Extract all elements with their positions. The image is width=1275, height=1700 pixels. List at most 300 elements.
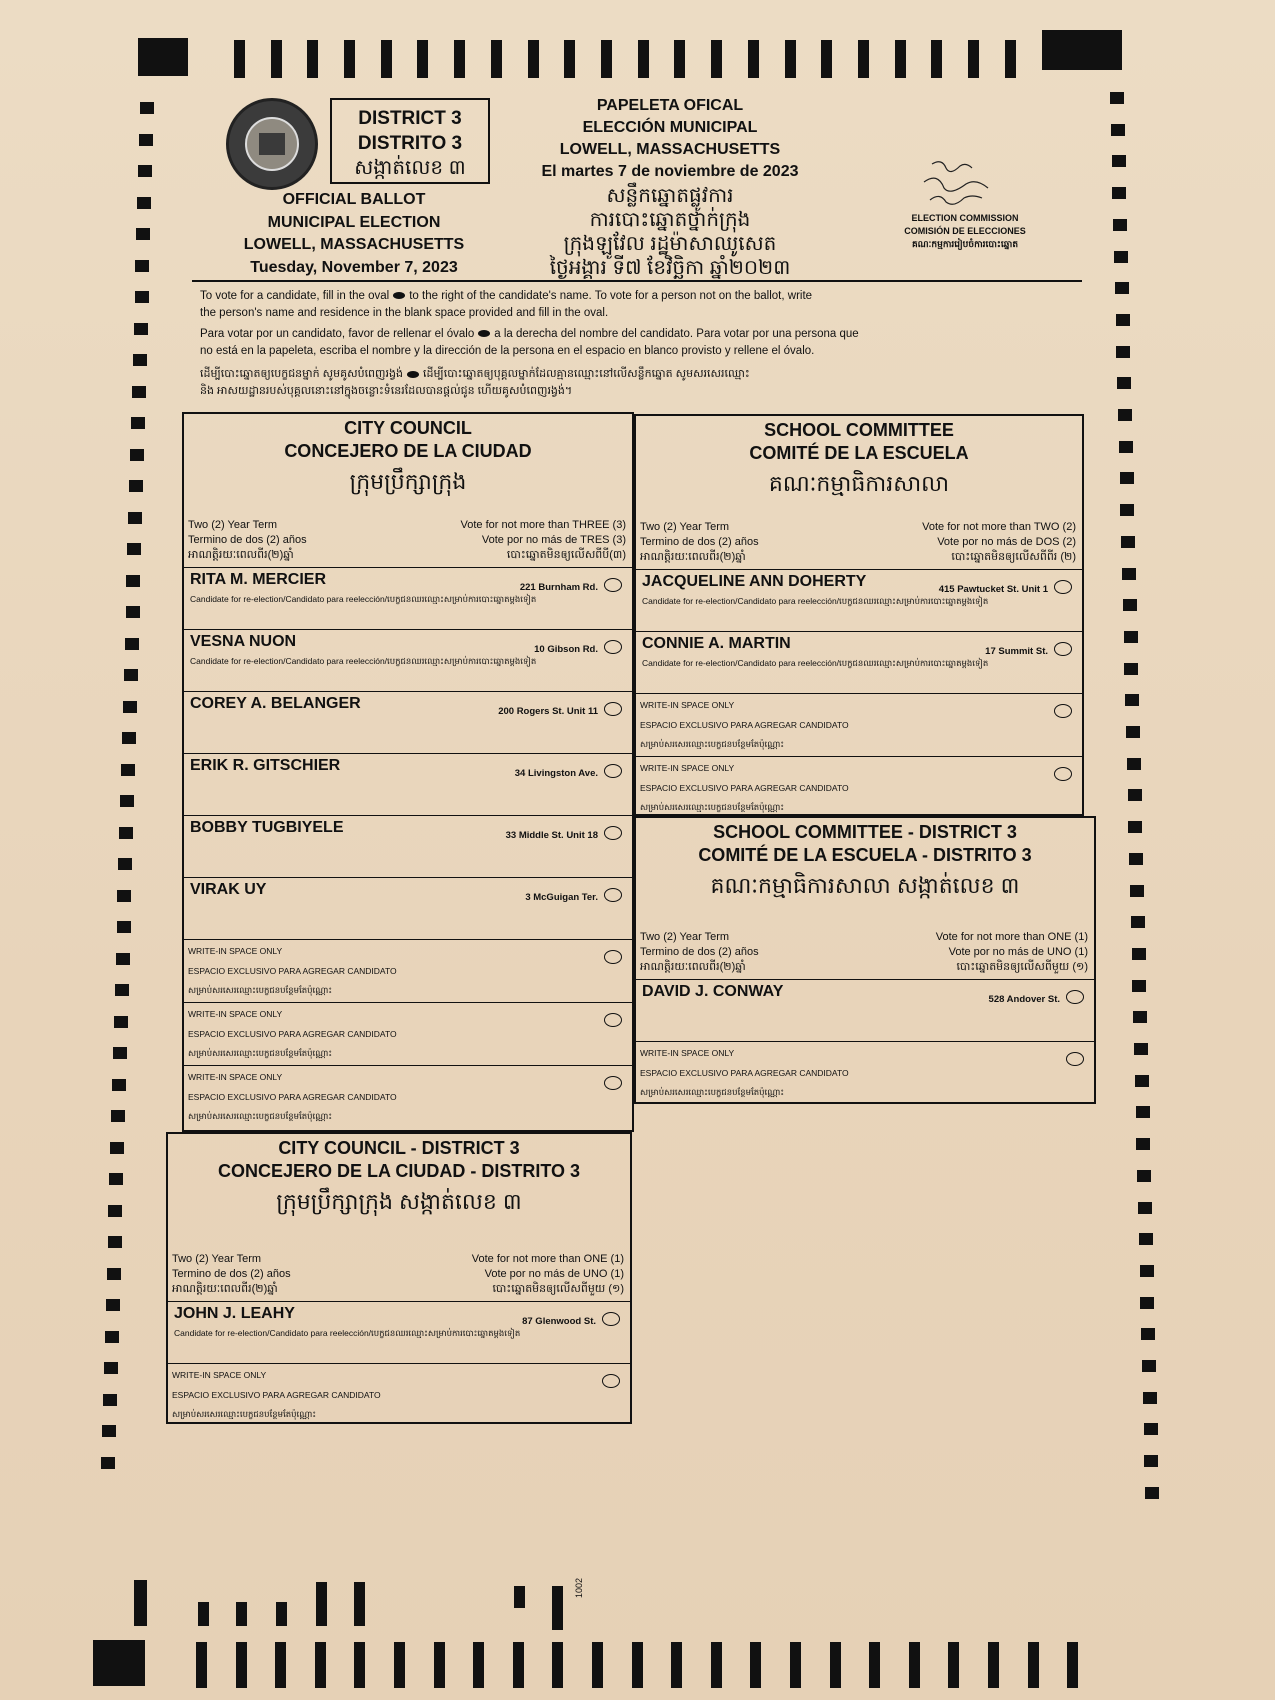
ballot-title-es: PAPELETA OFICAL <box>596 97 744 114</box>
timing-mark <box>514 1586 525 1608</box>
candidate-name: DAVID J. CONWAY <box>642 983 784 1000</box>
write-in-label-en: WRITE-IN SPACE ONLY <box>640 700 735 710</box>
school-committee-d3-section <box>634 816 1096 1104</box>
timing-mark <box>130 449 144 461</box>
timing-mark <box>1130 885 1144 897</box>
timing-mark <box>131 417 145 429</box>
term-es: Termino de dos (2) años <box>640 946 759 958</box>
term-info <box>640 930 1088 975</box>
timing-mark <box>931 40 942 78</box>
timing-mark <box>1142 1360 1156 1372</box>
timing-mark <box>1131 916 1145 928</box>
election-name-es: ELECCIÓN MUNICIPAL <box>582 119 758 136</box>
timing-mark <box>119 827 133 839</box>
instr-es-2: a la derecha del nombre del candidato. Para votar por una persona que <box>494 328 859 340</box>
candidate-row <box>184 630 632 692</box>
write-in-row[interactable] <box>636 694 1082 757</box>
write-in-label-km: សម្រាប់សរសេរឈ្មោះបេក្ខជនបន្ថែមតែប៉ុណ្ណោះ <box>640 802 785 812</box>
timing-mark <box>601 40 612 78</box>
term-es: Termino de dos (2) años <box>172 1268 291 1280</box>
timing-mark <box>1112 155 1126 167</box>
election-name-en: MUNICIPAL ELECTION <box>267 213 441 231</box>
timing-mark <box>1134 1043 1148 1055</box>
vote-limit-es: Vote por no más de UNO (1) <box>484 1268 624 1280</box>
timing-mark <box>830 1642 841 1688</box>
timing-mark <box>93 1640 145 1686</box>
vote-oval[interactable] <box>1054 704 1072 718</box>
city-council-d3-section <box>166 1132 632 1424</box>
commission-signatures <box>920 156 1010 212</box>
timing-mark <box>1132 948 1146 960</box>
election-commission <box>890 212 1040 251</box>
timing-mark <box>1133 1011 1147 1023</box>
write-in-label-en: WRITE-IN SPACE ONLY <box>188 946 283 956</box>
timing-mark <box>316 1582 327 1626</box>
section-title-es: CONCEJERO DE LA CIUDAD - DISTRITO 3 <box>217 1161 581 1181</box>
school-committee-section <box>634 414 1084 816</box>
timing-mark <box>381 40 392 78</box>
vote-oval[interactable] <box>604 950 622 964</box>
write-in-row[interactable] <box>184 1066 632 1129</box>
timing-mark <box>513 1642 524 1688</box>
timing-mark <box>750 1642 761 1688</box>
timing-mark <box>121 764 135 776</box>
vote-oval[interactable] <box>604 578 622 592</box>
candidate-name: ERIK R. GITSCHIER <box>190 757 341 774</box>
vote-oval[interactable] <box>604 1076 622 1090</box>
write-in-label-en: WRITE-IN SPACE ONLY <box>172 1370 267 1380</box>
timing-mark <box>434 1642 445 1688</box>
location-es: LOWELL, MASSACHUSETTS <box>559 141 781 158</box>
header-divider <box>192 280 1082 282</box>
vote-limit-en: Vote for not more than ONE (1) <box>471 1253 624 1265</box>
timing-mark <box>1110 92 1124 104</box>
date-km: ថ្ងៃអង្គារ ទី៧ ខែវិច្ឆិកា ឆ្នាំ២០២៣ <box>549 257 791 279</box>
vote-oval[interactable] <box>602 1374 620 1388</box>
commission-es: COMISIÓN DE ELECCIONES <box>904 226 1026 236</box>
section-title-es: CONCEJERO DE LA CIUDAD <box>284 441 532 461</box>
timing-mark <box>140 102 154 114</box>
vote-oval[interactable] <box>1054 767 1072 781</box>
section-title-km: ក្រុមប្រឹក្សាក្រុង <box>349 469 467 494</box>
timing-mark <box>271 40 282 78</box>
timing-mark <box>988 1642 999 1688</box>
timing-mark <box>116 953 130 965</box>
ballot-title-km: សន្លឹកឆ្នោតផ្លូវការ <box>606 185 734 207</box>
vote-limit-en: Vote for not more than THREE (3) <box>460 519 626 531</box>
vote-oval[interactable] <box>604 1013 622 1027</box>
timing-mark <box>1124 631 1138 643</box>
term-es: Termino de dos (2) años <box>188 534 307 546</box>
timing-mark <box>1136 1106 1150 1118</box>
section-title-es: COMITÉ DE LA ESCUELA <box>749 443 969 463</box>
timing-mark <box>198 1602 209 1626</box>
timing-mark <box>135 260 149 272</box>
timing-mark <box>1120 472 1134 484</box>
candidate-name: BOBBY TUGBIYELE <box>190 819 344 836</box>
write-in-label-es: ESPACIO EXCLUSIVO PARA AGREGAR CANDIDATO <box>188 966 397 976</box>
header-khmer <box>505 184 835 280</box>
write-in-label-km: សម្រាប់សរសេរឈ្មោះបេក្ខជនបន្ថែមតែប៉ុណ្ណោះ <box>640 739 785 749</box>
timing-mark <box>1128 821 1142 833</box>
timing-mark <box>1144 1423 1158 1435</box>
candidate-name: RITA M. MERCIER <box>190 571 326 588</box>
write-in-row[interactable] <box>636 757 1082 820</box>
vote-oval[interactable] <box>604 702 622 716</box>
timing-mark <box>790 1642 801 1688</box>
timing-mark <box>1138 1202 1152 1214</box>
header-spanish <box>505 95 835 183</box>
timing-mark <box>1113 219 1127 231</box>
term-info <box>188 518 626 563</box>
term-es: Termino de dos (2) años <box>640 536 759 548</box>
timing-mark <box>968 40 979 78</box>
district-en: DISTRICT 3 <box>358 108 462 129</box>
timing-mark <box>564 40 575 78</box>
candidate-address: 34 Livingston Ave. <box>514 768 598 779</box>
city-seal-icon <box>226 98 318 190</box>
instr-km-3: និង អាសយដ្ឋានរបស់បុគ្គលនោះនៅក្នុងចន្លោះទំនេរដែលបានផ្ដល់ជូន ហើយគូសបំពេញរង្វង់។ <box>200 385 573 397</box>
timing-mark <box>858 40 869 78</box>
timing-mark <box>869 1642 880 1688</box>
timing-mark <box>133 354 147 366</box>
timing-mark <box>473 1642 484 1688</box>
filled-oval-icon <box>478 330 490 337</box>
timing-mark <box>1115 282 1129 294</box>
district-km: សង្កាត់លេខ ៣ <box>354 157 466 179</box>
write-in-label-es: ESPACIO EXCLUSIVO PARA AGREGAR CANDIDATO <box>640 783 849 793</box>
write-in-label-km: សម្រាប់សរសេរឈ្មោះបេក្ខជនបន្ថែមតែប៉ុណ្ណោះ <box>188 1111 333 1121</box>
timing-mark <box>528 40 539 78</box>
section-title-en: CITY COUNCIL - DISTRICT 3 <box>278 1138 520 1158</box>
candidate-name: JOHN J. LEAHY <box>174 1305 295 1322</box>
timing-mark <box>138 38 188 76</box>
timing-mark <box>128 512 142 524</box>
candidate-row <box>184 754 632 816</box>
timing-mark <box>748 40 759 78</box>
vote-limit-km: បោះឆ្នោតមិនឲ្យលើសពីបី(៣) <box>506 549 626 561</box>
candidate-address: 528 Andover St. <box>988 994 1060 1005</box>
timing-mark <box>1132 980 1146 992</box>
write-in-label-es: ESPACIO EXCLUSIVO PARA AGREGAR CANDIDATO <box>172 1390 381 1400</box>
timing-mark <box>307 40 318 78</box>
election-name-km: ការបោះឆ្នោតថ្នាក់ក្រុង <box>589 209 751 231</box>
timing-mark <box>1135 1075 1149 1087</box>
timing-mark <box>671 1642 682 1688</box>
vote-limit-en: Vote for not more than ONE (1) <box>935 931 1088 943</box>
reelection-note: Candidate for re-election/Candidato para reelección/បេក្ខជនឈរឈ្មោះសម្រាប់ការបោះឆ្នោតម្ដងទៀត <box>174 1328 521 1338</box>
instructions-es <box>200 326 1080 360</box>
timing-mark <box>139 134 153 146</box>
timing-mark <box>1122 568 1136 580</box>
timing-mark <box>344 40 355 78</box>
timing-mark <box>315 1642 326 1688</box>
timing-mark <box>592 1642 603 1688</box>
timing-mark <box>1127 758 1141 770</box>
write-in-row[interactable] <box>184 940 632 1003</box>
candidate-row <box>184 692 632 754</box>
timing-mark <box>638 40 649 78</box>
reelection-note: Candidate for re-election/Candidato para reelección/បេក្ខជនឈរឈ្មោះសម្រាប់ការបោះឆ្នោតម្ដងទៀត <box>642 658 989 668</box>
timing-mark <box>108 1236 122 1248</box>
timing-mark <box>112 1079 126 1091</box>
timing-mark <box>117 921 131 933</box>
timing-mark <box>1145 1487 1159 1499</box>
timing-mark <box>632 1642 643 1688</box>
candidate-address: 17 Summit St. <box>985 646 1048 657</box>
timing-mark <box>1117 377 1131 389</box>
timing-mark <box>115 984 129 996</box>
instr-en-1: To vote for a candidate, fill in the oval <box>200 290 390 302</box>
timing-mark <box>1028 1642 1039 1688</box>
candidate-name: CONNIE A. MARTIN <box>642 635 791 652</box>
timing-mark <box>108 1205 122 1217</box>
timing-mark <box>1144 1455 1158 1467</box>
write-in-row[interactable] <box>636 1042 1094 1105</box>
timing-mark <box>1067 1642 1078 1688</box>
commission-en: ELECTION COMMISSION <box>911 213 1019 223</box>
reelection-note: Candidate for re-election/Candidato para reelección/បេក្ខជនឈរឈ្មោះសម្រាប់ការបោះឆ្នោតម្ដងទៀត <box>190 594 537 604</box>
instructions-km <box>200 366 1080 400</box>
timing-mark <box>1128 789 1142 801</box>
timing-mark <box>122 732 136 744</box>
write-in-row[interactable] <box>168 1364 630 1427</box>
timing-mark <box>275 1642 286 1688</box>
candidate-row <box>184 816 632 878</box>
vote-limit-es: Vote por no más de TRES (3) <box>481 534 626 546</box>
timing-mark <box>126 606 140 618</box>
timing-mark <box>1139 1233 1153 1245</box>
date-en: Tuesday, November 7, 2023 <box>250 258 458 276</box>
timing-mark <box>125 638 139 650</box>
timing-mark <box>552 1642 563 1688</box>
timing-mark <box>105 1331 119 1343</box>
instr-en-2: to the right of the candidate's name. To vote for a person not on the ballot, write <box>409 290 813 302</box>
timing-mark <box>196 1642 207 1688</box>
timing-mark <box>135 291 149 303</box>
location-en: LOWELL, MASSACHUSETTS <box>243 236 465 253</box>
write-in-label-es: ESPACIO EXCLUSIVO PARA AGREGAR CANDIDATO <box>640 720 849 730</box>
term-en: Two (2) Year Term <box>172 1253 262 1265</box>
timing-mark <box>1042 30 1122 70</box>
timing-mark <box>394 1642 405 1688</box>
timing-mark <box>109 1173 123 1185</box>
write-in-label-en: WRITE-IN SPACE ONLY <box>188 1009 283 1019</box>
ballot-title-en: OFFICIAL BALLOT <box>282 191 426 208</box>
vote-oval[interactable] <box>602 1312 620 1326</box>
write-in-label-en: WRITE-IN SPACE ONLY <box>640 1048 735 1058</box>
timing-mark <box>236 1642 247 1688</box>
timing-mark <box>132 386 146 398</box>
timing-mark <box>909 1642 920 1688</box>
vote-oval[interactable] <box>1054 642 1072 656</box>
timing-mark <box>127 543 141 555</box>
timing-mark <box>1111 124 1125 136</box>
candidate-name: COREY A. BELANGER <box>190 695 361 712</box>
timing-mark <box>711 1642 722 1688</box>
date-es: El martes 7 de noviembre de 2023 <box>541 163 799 180</box>
timing-mark <box>821 40 832 78</box>
timing-mark <box>117 890 131 902</box>
candidate-name: VIRAK UY <box>190 881 267 898</box>
reelection-note: Candidate for re-election/Candidato para reelección/បេក្ខជនឈរឈ្មោះសម្រាប់ការបោះឆ្នោតម្ដងទៀត <box>642 596 989 606</box>
timing-mark <box>948 1642 959 1688</box>
candidate-row <box>636 570 1082 632</box>
term-km: អាណត្តិរយៈពេលពីរ(២)ឆ្នាំ <box>172 1283 278 1295</box>
reelection-note: Candidate for re-election/Candidato para reelección/បេក្ខជនឈរឈ្មោះសម្រាប់ការបោះឆ្នោតម្ដងទៀត <box>190 656 537 666</box>
term-en: Two (2) Year Term <box>640 521 730 533</box>
district-es: DISTRITO 3 <box>357 133 463 154</box>
vote-limit-es: Vote por no más de DOS (2) <box>937 536 1076 548</box>
timing-mark <box>136 228 150 240</box>
section-title-en: SCHOOL COMMITTEE - DISTRICT 3 <box>713 822 1017 842</box>
term-info <box>172 1252 624 1297</box>
timing-mark <box>711 40 722 78</box>
candidate-row <box>636 632 1082 694</box>
timing-mark <box>129 480 143 492</box>
header-english <box>224 189 484 279</box>
vote-limit-es: Vote por no más de UNO (1) <box>948 946 1088 958</box>
instr-es-3: no está en la papeleta, escriba el nombre y la dirección de la persona en el espacio en blanco provisto y rellene el óvalo. <box>200 345 815 357</box>
vote-limit-km: បោះឆ្នោតមិនឲ្យលើសពីមួយ (១) <box>956 961 1088 973</box>
city-council-d3-header <box>168 1138 630 1302</box>
timing-mark <box>236 1602 247 1626</box>
timing-mark <box>118 858 132 870</box>
instr-es-1: Para votar por un candidato, favor de rellenar el óvalo <box>200 328 475 340</box>
vote-oval[interactable] <box>604 764 622 778</box>
vote-oval[interactable] <box>1066 1052 1084 1066</box>
timing-mark <box>137 197 151 209</box>
filled-oval-icon <box>393 292 405 299</box>
filled-oval-icon <box>407 371 419 378</box>
timing-mark <box>107 1268 121 1280</box>
timing-mark <box>1140 1297 1154 1309</box>
timing-mark <box>1140 1265 1154 1277</box>
write-in-label-en: WRITE-IN SPACE ONLY <box>640 763 735 773</box>
vote-oval[interactable] <box>604 888 622 902</box>
timing-mark <box>1120 504 1134 516</box>
timing-mark <box>785 40 796 78</box>
candidate-row <box>184 878 632 940</box>
timing-mark <box>1112 187 1126 199</box>
term-km: អាណត្តិរយៈពេលពីរ(២)ឆ្នាំ <box>640 961 746 973</box>
timing-mark <box>101 1457 115 1469</box>
commission-km: គណៈកម្មការរៀបចំការបោះឆ្នោត <box>911 239 1019 249</box>
vote-oval[interactable] <box>604 640 622 654</box>
timing-mark <box>120 795 134 807</box>
write-in-label-km: សម្រាប់សរសេរឈ្មោះបេក្ខជនបន្ថែមតែប៉ុណ្ណោះ <box>172 1409 317 1419</box>
instr-km-2: ដើម្បីបោះឆ្នោតឲ្យបុគ្គលម្នាក់ដែលគ្មានឈ្មោះនៅលើសន្លឹកឆ្នោត សូមសរសេរឈ្មោះ <box>422 368 750 380</box>
vote-limit-km: បោះឆ្នោតមិនឲ្យលើសពីមួយ (១) <box>492 1283 624 1295</box>
timing-mark <box>1129 853 1143 865</box>
candidate-row <box>636 980 1094 1042</box>
candidate-address: 33 Middle St. Unit 18 <box>505 830 598 841</box>
vote-oval[interactable] <box>1054 580 1072 594</box>
vote-limit-km: បោះឆ្នោតមិនឲ្យលើសពីពីរ (២) <box>951 551 1076 563</box>
vote-limit-en: Vote for not more than TWO (2) <box>922 521 1076 533</box>
term-en: Two (2) Year Term <box>188 519 278 531</box>
timing-mark <box>114 1016 128 1028</box>
timing-mark <box>674 40 685 78</box>
ballot-code: 1002 <box>574 1577 584 1598</box>
timing-mark <box>1119 441 1133 453</box>
candidate-name: VESNA NUON <box>190 633 297 650</box>
vote-oval[interactable] <box>604 826 622 840</box>
candidate-address: 10 Gibson Rd. <box>534 644 598 655</box>
section-title-en: SCHOOL COMMITTEE <box>764 420 954 440</box>
timing-mark <box>1137 1170 1151 1182</box>
candidate-address: 87 Glenwood St. <box>522 1316 596 1327</box>
vote-oval[interactable] <box>1066 990 1084 1004</box>
timing-mark <box>354 1642 365 1688</box>
timing-mark <box>276 1602 287 1626</box>
candidate-address: 3 McGuigan Ter. <box>525 892 598 903</box>
candidate-address: 200 Rogers St. Unit 11 <box>498 706 598 717</box>
timing-mark <box>134 1580 147 1626</box>
timing-mark <box>1123 599 1137 611</box>
instr-en-3: the person's name and residence in the blank space provided and fill in the oval. <box>200 307 609 319</box>
timing-mark <box>454 40 465 78</box>
instructions-en <box>200 288 1080 322</box>
timing-mark <box>1136 1138 1150 1150</box>
timing-mark <box>417 40 428 78</box>
timing-mark <box>1121 536 1135 548</box>
write-in-row[interactable] <box>184 1003 632 1066</box>
timing-mark <box>102 1425 116 1437</box>
candidate-row <box>184 568 632 630</box>
school-committee-header <box>636 420 1082 570</box>
timing-mark <box>895 40 906 78</box>
term-en: Two (2) Year Term <box>640 931 730 943</box>
section-title-es: COMITÉ DE LA ESCUELA - DISTRITO 3 <box>698 845 1032 865</box>
timing-mark <box>103 1394 117 1406</box>
timing-mark <box>491 40 502 78</box>
write-in-label-km: សម្រាប់សរសេរឈ្មោះបេក្ខជនបន្ថែមតែប៉ុណ្ណោះ <box>188 1048 333 1058</box>
timing-mark <box>138 165 152 177</box>
write-in-label-es: ESPACIO EXCLUSIVO PARA AGREGAR CANDIDATO <box>640 1068 849 1078</box>
candidate-row <box>168 1302 630 1364</box>
timing-mark <box>1116 346 1130 358</box>
write-in-label-es: ESPACIO EXCLUSIVO PARA AGREGAR CANDIDATO <box>188 1092 397 1102</box>
timing-mark <box>126 575 140 587</box>
write-in-label-km: សម្រាប់សរសេរឈ្មោះបេក្ខជនបន្ថែមតែប៉ុណ្ណោះ <box>188 985 333 995</box>
term-info <box>640 520 1076 565</box>
term-km: អាណត្តិរយៈពេលពីរ(២)ឆ្នាំ <box>188 549 294 561</box>
location-km: ក្រុងឡូវែល រដ្ឋម៉ាសាឈូសេត <box>563 233 777 255</box>
timing-mark <box>1141 1328 1155 1340</box>
timing-mark <box>1005 40 1016 78</box>
instr-km-1: ដើម្បីបោះឆ្នោតឲ្យបេក្ខជនម្នាក់ សូមគូសបំពេញរង្វង់ <box>200 368 403 380</box>
timing-mark <box>234 40 245 78</box>
timing-mark <box>104 1362 118 1374</box>
school-committee-d3-header <box>636 822 1094 980</box>
write-in-label-es: ESPACIO EXCLUSIVO PARA AGREGAR CANDIDATO <box>188 1029 397 1039</box>
city-council-section <box>182 412 634 1132</box>
timing-mark <box>124 669 138 681</box>
timing-mark <box>1143 1392 1157 1404</box>
timing-mark <box>1124 663 1138 675</box>
term-km: អាណត្តិរយៈពេលពីរ(២)ឆ្នាំ <box>640 551 746 563</box>
section-title-km: ក្រុមប្រឹក្សាក្រុង សង្កាត់លេខ ៣ <box>276 1189 522 1214</box>
timing-mark <box>113 1047 127 1059</box>
write-in-label-km: សម្រាប់សរសេរឈ្មោះបេក្ខជនបន្ថែមតែប៉ុណ្ណោះ <box>640 1087 785 1097</box>
timing-mark <box>123 701 137 713</box>
timing-mark <box>1126 726 1140 738</box>
timing-mark <box>1125 694 1139 706</box>
district-box <box>330 98 490 184</box>
timing-mark <box>106 1299 120 1311</box>
timing-mark <box>552 1586 563 1630</box>
